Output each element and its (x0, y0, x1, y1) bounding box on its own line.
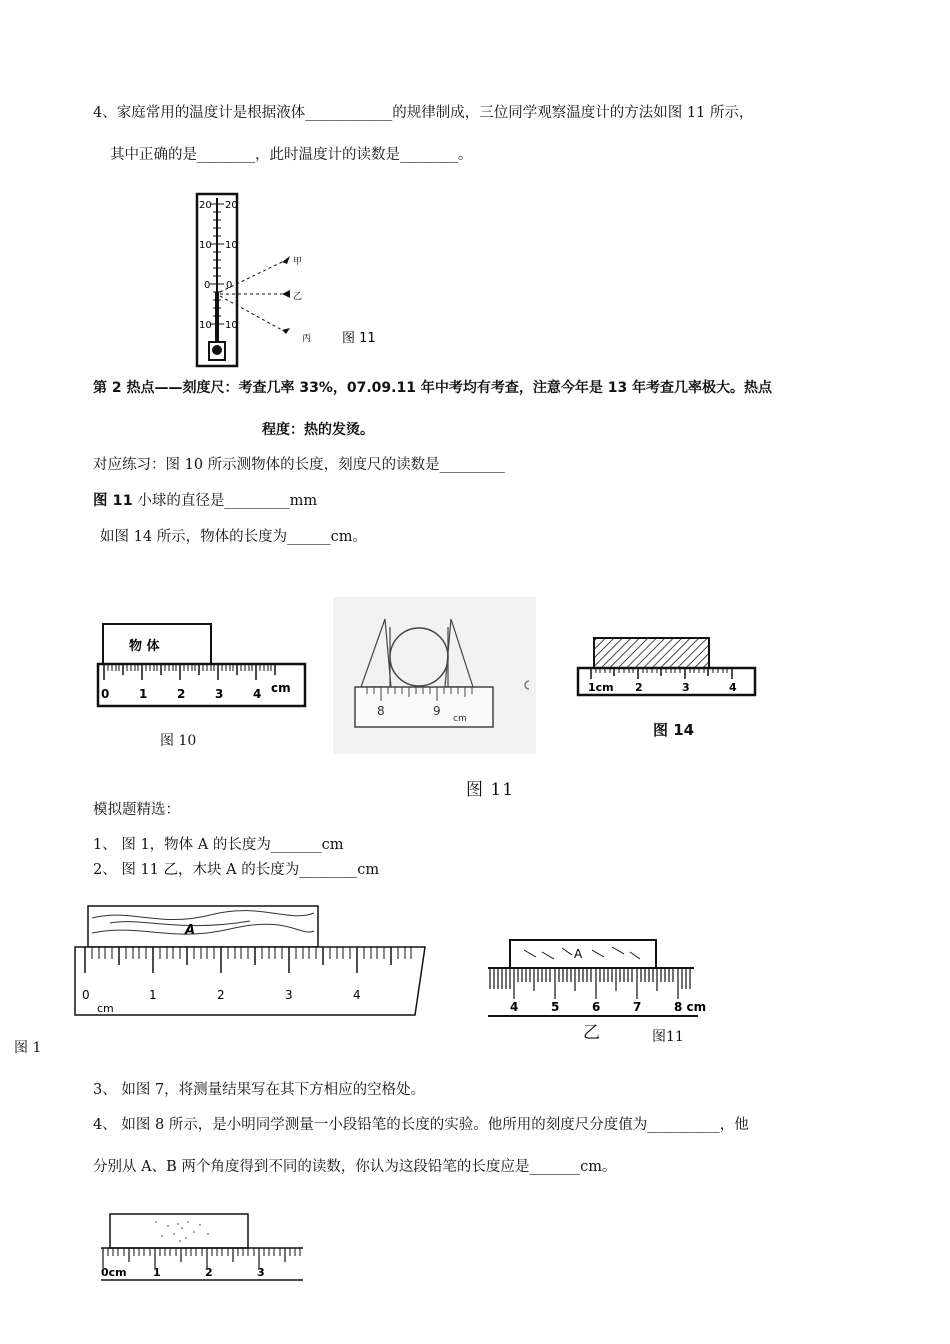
q4b-line2: 分别从 A、B 两个角度得到不同的读数，你认为这段铅笔的长度应是_______cm。 (93, 1159, 617, 1175)
svg-text:0: 0 (226, 280, 233, 291)
fig11-yi-caption: 图11 (652, 1029, 684, 1045)
svg-text:4: 4 (253, 687, 262, 701)
mock-q1: 1、 图 1，物体 A 的长度为_______cm (93, 837, 344, 853)
svg-text:4: 4 (729, 681, 737, 694)
ball-11-drawing (333, 597, 536, 754)
svg-text:8: 8 (377, 704, 385, 718)
q4b-line1: 4、 如图 8 所示，是小明同学测量一小段铅笔的长度的实验。他所用的刻度尺分度值为__________，他 (93, 1117, 749, 1133)
svg-text:3: 3 (682, 681, 690, 694)
thermometer-figure (190, 192, 390, 372)
q4-line1: 4、家庭常用的温度计是根据液体____________的规律制成，三位同学观察温度计的方法如图 11 所示， (93, 105, 754, 121)
practice-line2-rest: 小球的直径是_________mm (132, 493, 318, 509)
fig10-object-label: 物 体 (129, 639, 160, 654)
svg-text:10: 10 (225, 320, 238, 331)
svg-text:9: 9 (433, 704, 441, 718)
q4-line2: 其中正确的是________，此时温度计的读数是________。 (110, 147, 473, 163)
mock-q2: 2、 图 11 乙，木块 A 的长度为________cm (93, 862, 380, 878)
svg-text:A: A (185, 923, 196, 938)
fig11-yi-label: 乙 (583, 1023, 600, 1043)
svg-text:10: 10 (199, 240, 212, 251)
ruler-10-drawing (95, 620, 310, 715)
pencil-ruler-figure-8 (98, 1210, 308, 1285)
q3: 3、 如图 7，将测量结果写在其下方相应的空格处。 (93, 1082, 426, 1098)
ruler-1-drawing (70, 903, 435, 1018)
svg-text:20: 20 (199, 200, 212, 211)
svg-text:1cm: 1cm (588, 681, 614, 694)
practice-line1: 对应练习：图 10 所示测物体的长度，刻度尺的读数是_________ (93, 457, 505, 473)
svg-text:5: 5 (551, 1000, 560, 1014)
svg-text:0: 0 (204, 280, 211, 291)
thermo-caption: 图 11 (342, 331, 376, 346)
svg-text:4: 4 (353, 988, 361, 1002)
fig11-yi-baseline (488, 1015, 698, 1017)
practice-line2-label: 图 11 (93, 493, 133, 509)
practice-line2 (93, 494, 317, 509)
svg-text:3: 3 (215, 687, 224, 701)
svg-text:丙: 丙 (302, 334, 312, 344)
svg-text:2: 2 (177, 687, 186, 701)
svg-text:7: 7 (633, 1000, 642, 1014)
svg-text:A: A (574, 947, 583, 961)
svg-text:2: 2 (635, 681, 643, 694)
svg-text:0: 0 (82, 988, 90, 1002)
svg-text:3: 3 (257, 1266, 265, 1279)
svg-text:cm: cm (271, 681, 291, 695)
ruler-figure-1 (70, 903, 435, 1018)
thermometer-drawing (190, 192, 390, 372)
svg-text:1: 1 (149, 988, 157, 1002)
svg-text:3: 3 (285, 988, 293, 1002)
svg-text:cm: cm (97, 1002, 114, 1015)
fig10-caption: 图 10 (160, 733, 197, 749)
svg-text:1: 1 (153, 1266, 161, 1279)
fig1-caption: 图 1 (14, 1040, 42, 1056)
ball-figure-11 (333, 597, 536, 754)
svg-text:10: 10 (199, 320, 212, 331)
practice-line3: 如图 14 所示，物体的长度为______cm。 (100, 529, 368, 545)
pencil-ruler-drawing (98, 1210, 308, 1285)
hotspot-line2: 程度：热的发烫。 (262, 422, 374, 438)
svg-text:0: 0 (101, 687, 110, 701)
ruler-14-drawing (575, 634, 760, 704)
ruler-figure-14 (575, 634, 760, 704)
fig11-ball-caption: 图 11 (466, 780, 515, 800)
svg-text:20: 20 (225, 200, 238, 211)
ruler-11-yi-drawing (484, 937, 709, 1015)
svg-text:1: 1 (139, 687, 148, 701)
svg-text:4: 4 (510, 1000, 519, 1014)
svg-text:0cm: 0cm (101, 1266, 127, 1279)
fig14-caption: 图 14 (653, 721, 695, 739)
svg-text:10: 10 (225, 240, 238, 251)
ruler-figure-11-yi (484, 937, 709, 1015)
svg-text:乙: 乙 (293, 292, 303, 302)
hotspot-line1: 第 2 热点——刻度尺：考查几率 33%，07.09.11 年中考均有考查，注意今年是 13 年考查几率极大。热点 (93, 380, 773, 396)
ruler-figure-10 (95, 620, 310, 715)
svg-text:甲: 甲 (293, 257, 303, 267)
svg-text:6: 6 (592, 1000, 601, 1014)
svg-text:2: 2 (217, 988, 225, 1002)
mock-title: 模拟题精选： (93, 802, 180, 818)
svg-text:2: 2 (205, 1266, 213, 1279)
svg-text:8 cm: 8 cm (674, 1000, 707, 1014)
svg-text:cm: cm (453, 714, 467, 724)
